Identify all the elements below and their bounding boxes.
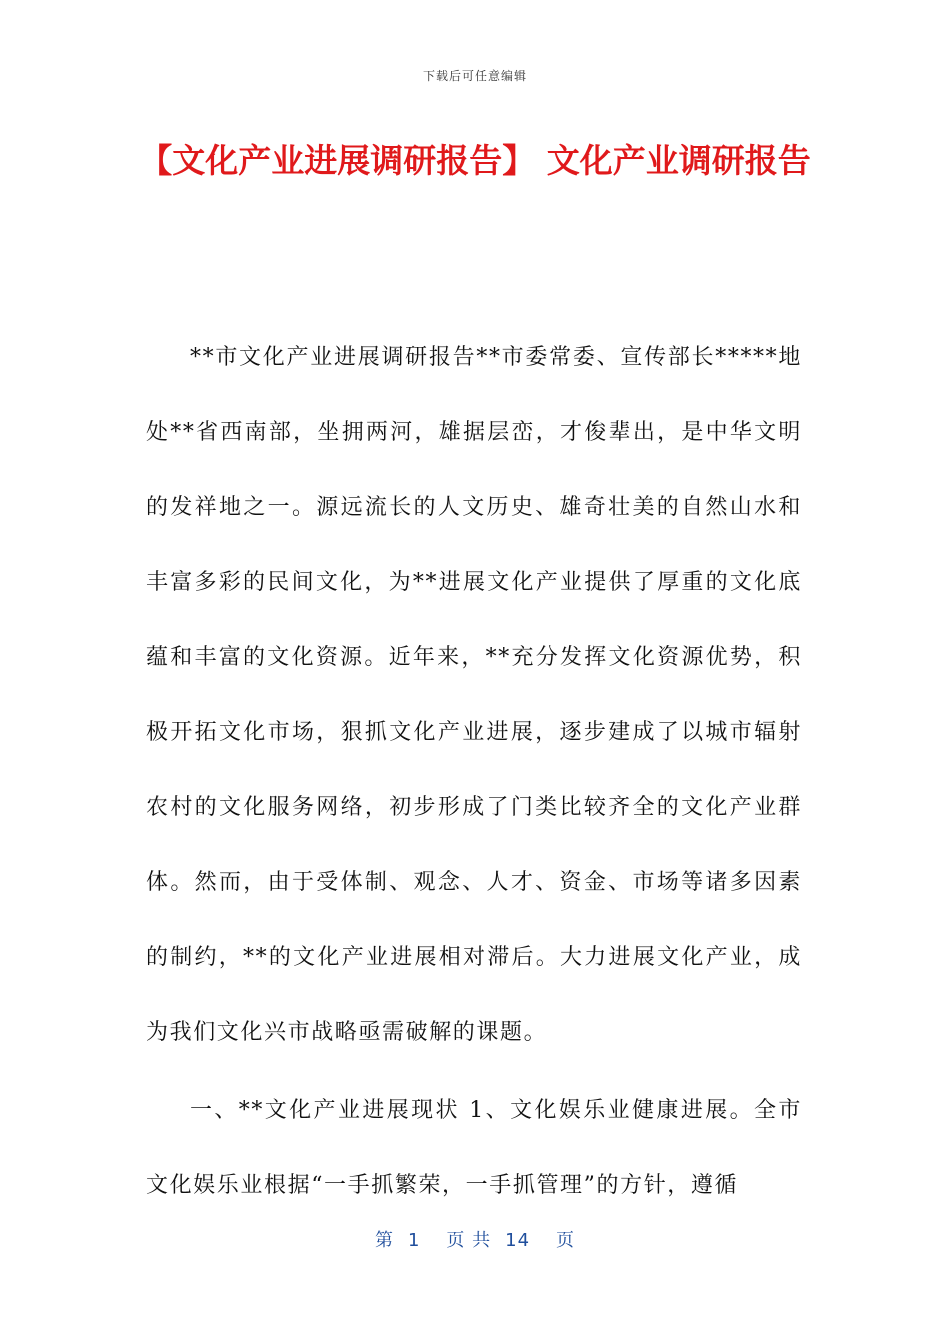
document-title: 【文化产业进展调研报告】 文化产业调研报告 [139, 141, 811, 180]
page-footer [0, 1226, 950, 1252]
page-middle: 页 共 [446, 1230, 492, 1251]
page-prefix: 第 [374, 1230, 394, 1251]
page-total: 14 [505, 1230, 531, 1251]
paragraph-intro: **市文化产业进展调研报告**市委常委、宣传部长*****地处**省西南部，坐拥两河，雄据层峦，才俊辈出，是中华文明的发祥地之一。源远流长的人文历史、雄奇壮美的自然山水和丰富多彩的民间文化，为**进展文化产业提供了厚重的文化底蕴和丰富的文化资源。近年来，**充分发挥文化资源优势，积极开拓文化市场，狠抓文化产业进展，逐步建成了以城市辐射农村的文化服务网络，初步形成了门类比较齐全的文化产业群体。然而，由于受体制、观念、人才、资金、市场等诸多因素的制约，**的文化产业进展相对滞后。大力进展文化产业，成为我们文化兴市战略亟需破解的课题。 [146, 345, 802, 1045]
document-body [146, 320, 802, 1226]
page-header-note: 下载后可任意编辑 [422, 69, 527, 83]
paragraph-section-one: 一、**文化产业进展现状 1、文化娱乐业健康进展。全市文化娱乐业根据“一手抓繁荣，一手抓管理”的方针，遵循 [146, 1098, 802, 1198]
page-suffix: 页 [556, 1230, 576, 1251]
page-number: 1 [407, 1230, 421, 1251]
